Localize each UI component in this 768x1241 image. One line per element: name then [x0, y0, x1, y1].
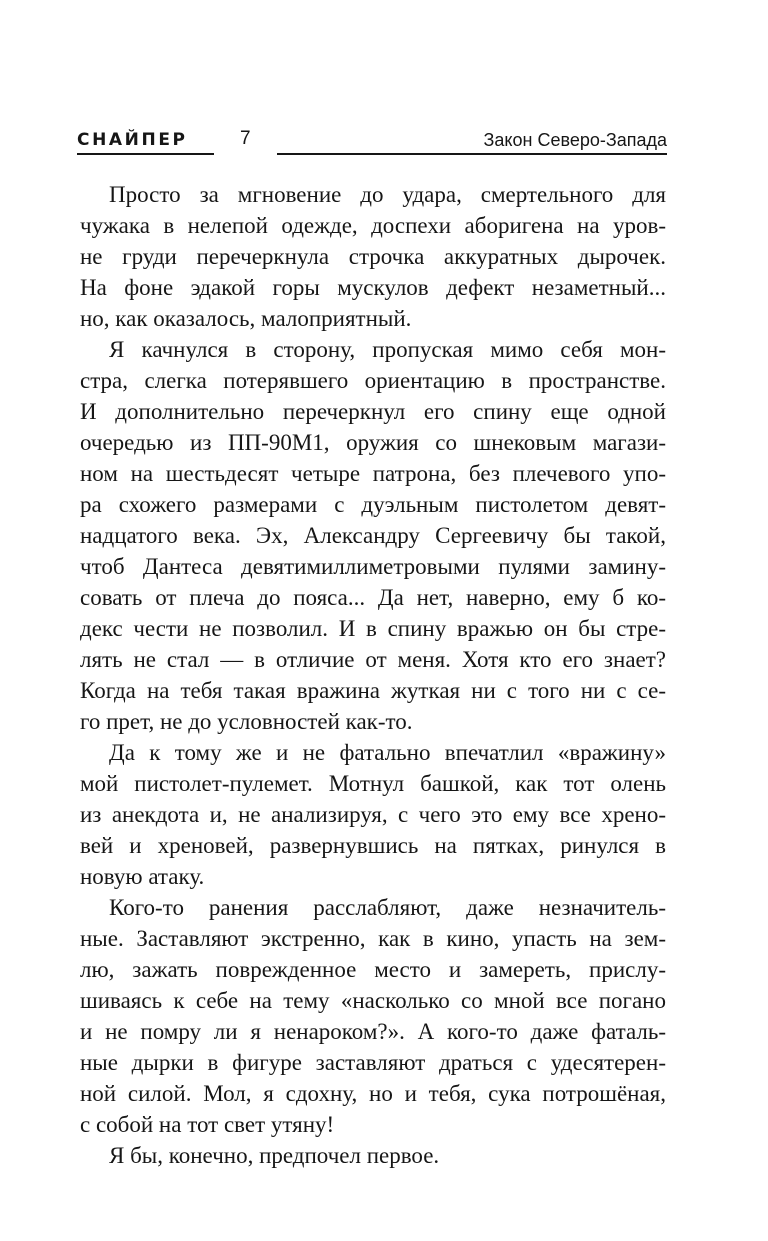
- text-line: совать от плеча до пояса... Да нет, наверно, ему б ко-: [80, 585, 666, 610]
- text-line: ном на шестьдесят четыре патрона, без плечевого упо-: [80, 461, 666, 486]
- text-line: вей и хреновей, развернувшись на пятках, ринулся в: [80, 833, 666, 858]
- text-line: ной силой. Мол, я сдохну, но и тебя, сука потрошёная,: [80, 1081, 666, 1106]
- text-line: лю, зажать поврежденное место и замереть, прислу-: [80, 957, 666, 982]
- text-line: И дополнительно перечеркнул его спину еще одной: [80, 399, 666, 424]
- text-line: с собой на тот свет утяну!: [80, 1112, 335, 1137]
- text-line: Когда на тебя такая вражина жуткая ни с того ни с се-: [80, 678, 666, 703]
- text-line: го прет, не до условностей как-то.: [80, 709, 413, 734]
- paragraph-4: [80, 892, 666, 1140]
- text-line: но, как оказалось, малоприятный.: [80, 306, 412, 331]
- text-line: ра схожего размерами с дуэльным пистолетом девят-: [80, 492, 666, 517]
- paragraph-1: [80, 179, 666, 334]
- paragraph-2: [80, 334, 666, 737]
- book-title: Закон Северо-Запада: [483, 130, 667, 150]
- text-line: Кого-то ранения расслабляют, даже незначитель-: [109, 895, 666, 920]
- text-line: Просто за мгновение до удара, смертельного для: [109, 182, 666, 207]
- text-line: чужака в нелепой одежде, доспехи аборигена на уров-: [80, 213, 666, 238]
- text-line: не груди перечеркнула строчка аккуратных дырочек.: [80, 244, 666, 269]
- text-line: очередью из ПП-90М1, оружия со шнековым магази-: [80, 430, 666, 455]
- text-line: шиваясь к себе на тему «насколько со мной все погано: [80, 988, 666, 1013]
- text-line: Да к тому же и не фатально впечатлил «вражину»: [109, 740, 666, 765]
- text-line: и не помру ли я ненароком?». А кого-то даже фаталь-: [80, 1019, 666, 1044]
- text-line: ные. Заставляют экстренно, как в кино, упасть на зем-: [80, 926, 666, 951]
- page-body: [80, 179, 666, 1171]
- text-line: чтоб Дантеса девятимиллиметровыми пулями замину-: [80, 554, 666, 579]
- text-line: стра, слегка потерявшего ориентацию в пространстве.: [80, 368, 666, 393]
- text-line: На фоне эдакой горы мускулов дефект незаметный...: [80, 275, 666, 300]
- running-header: [0, 0, 768, 170]
- text-line: из анекдота и, не анализируя, с чего это ему все хрено-: [80, 802, 666, 827]
- text-line: декс чести не позволил. И в спину вражью он бы стре-: [80, 616, 666, 641]
- paragraph-5: [80, 1140, 666, 1171]
- header-rule-left: [77, 153, 214, 155]
- text-line: Я качнулся в сторону, пропуская мимо себя мон-: [109, 337, 666, 362]
- text-line: лять не стал — в отличие от меня. Хотя кто его знает?: [80, 647, 666, 672]
- header-rule-right: [277, 153, 667, 155]
- text-line: надцатого века. Эх, Александру Сергеевичу бы такой,: [80, 523, 666, 548]
- paragraph-3: [80, 737, 666, 892]
- series-title: СНАЙПЕР: [77, 130, 188, 150]
- text-line: мой пистолет-пулемет. Мотнул башкой, как тот олень: [80, 771, 666, 796]
- text-line: ные дырки в фигуре заставляют драться с удесятерен-: [80, 1050, 666, 1075]
- text-line: новую атаку.: [80, 864, 205, 889]
- text-line: Я бы, конечно, предпочел первое.: [109, 1143, 440, 1168]
- page-number: 7: [240, 128, 251, 149]
